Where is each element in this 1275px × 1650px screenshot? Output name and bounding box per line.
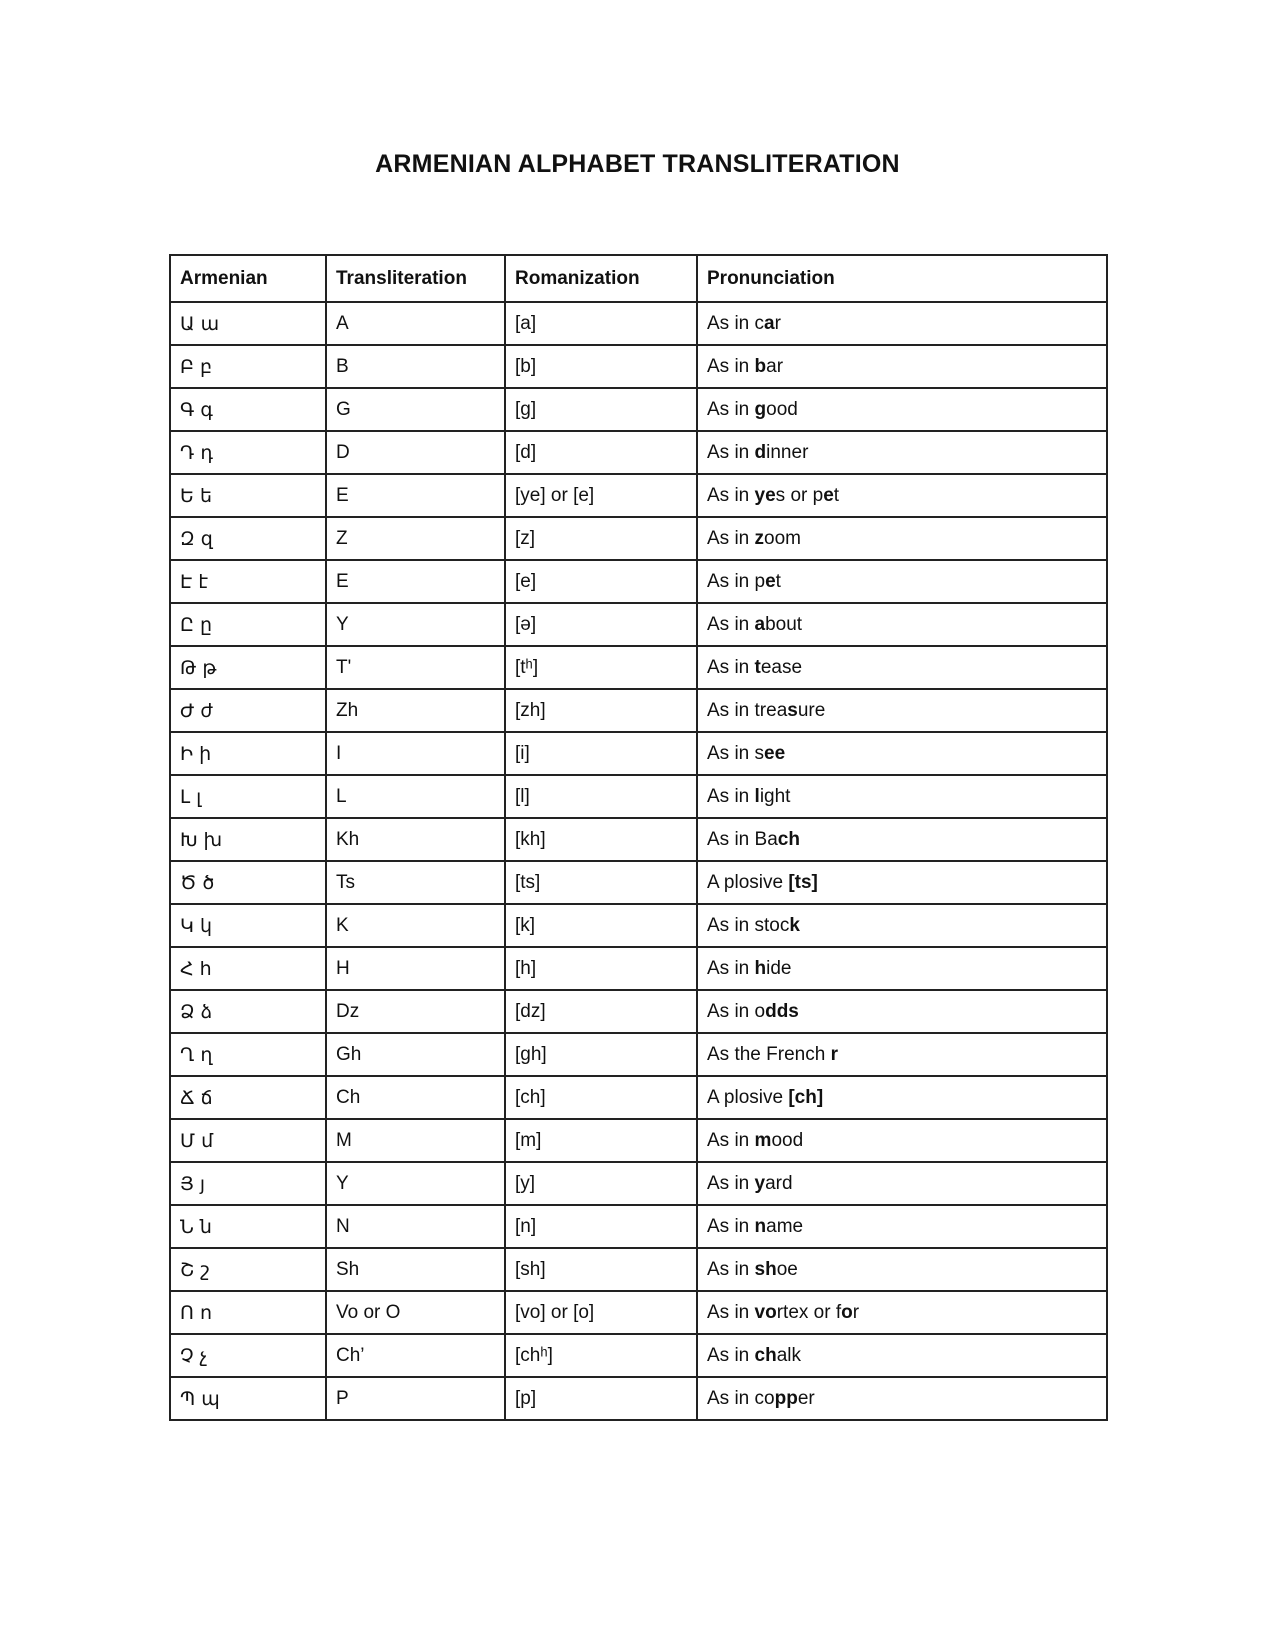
armenian-cell: Ղ ղ (170, 1033, 326, 1076)
pronunciation-highlight: [ch] (788, 1086, 824, 1108)
pronunciation-text: er (797, 1387, 815, 1409)
pronunciation-cell (697, 1162, 1107, 1205)
table-row (170, 1119, 1107, 1162)
romanization-cell: [ye] or [e] (505, 474, 697, 517)
romanization-cell: [b] (505, 345, 697, 388)
pronunciation-text: ood (771, 1129, 804, 1151)
pronunciation-text: ide (766, 957, 792, 979)
transliteration-cell: I (326, 732, 505, 775)
armenian-cell: Ճ ճ (170, 1076, 326, 1119)
pronunciation-text: As in s (707, 742, 765, 764)
pronunciation-text: As in (707, 355, 755, 377)
table-row (170, 388, 1107, 431)
pronunciation-text: r (774, 312, 781, 334)
pronunciation-text: As in (707, 527, 755, 549)
transliteration-cell: K (326, 904, 505, 947)
pronunciation-text: r (852, 1301, 860, 1323)
romanization-cell: [z] (505, 517, 697, 560)
armenian-cell: Ձ ձ (170, 990, 326, 1033)
transliteration-cell: Z (326, 517, 505, 560)
table-row (170, 646, 1107, 689)
pronunciation-highlight: sh (754, 1258, 777, 1280)
pronunciation-highlight: l (754, 785, 760, 807)
romanization-cell: [ts] (505, 861, 697, 904)
pronunciation-highlight: o (841, 1301, 853, 1323)
transliteration-cell: G (326, 388, 505, 431)
pronunciation-cell (697, 732, 1107, 775)
transliteration-cell: H (326, 947, 505, 990)
pronunciation-highlight: t (754, 656, 761, 678)
romanization-cell: [chʰ] (505, 1334, 697, 1377)
pronunciation-cell (697, 1076, 1107, 1119)
pronunciation-cell (697, 990, 1107, 1033)
transliteration-cell: A (326, 302, 505, 345)
transliteration-cell: Y (326, 1162, 505, 1205)
header-pronunciation: Pronunciation (697, 255, 1107, 302)
table-row (170, 302, 1107, 345)
pronunciation-cell (697, 1119, 1107, 1162)
pronunciation-cell (697, 560, 1107, 603)
pronunciation-highlight: n (754, 1215, 767, 1237)
romanization-cell: [i] (505, 732, 697, 775)
romanization-cell: [h] (505, 947, 697, 990)
table-row (170, 904, 1107, 947)
romanization-cell: [tʰ] (505, 646, 697, 689)
header-romanization: Romanization (505, 255, 697, 302)
transliteration-cell: Dz (326, 990, 505, 1033)
pronunciation-text: ard (765, 1172, 793, 1194)
transliteration-cell: Vo or O (326, 1291, 505, 1334)
pronunciation-text: As in (707, 1129, 755, 1151)
armenian-cell: Գ գ (170, 388, 326, 431)
armenian-cell: Ժ ժ (170, 689, 326, 732)
pronunciation-highlight: dds (765, 1000, 799, 1022)
armenian-cell: Ե ե (170, 474, 326, 517)
pronunciation-text: ease (760, 656, 803, 678)
pronunciation-text: A plosive (707, 1086, 789, 1108)
pronunciation-text: As in (707, 398, 755, 420)
romanization-cell: [ə] (505, 603, 697, 646)
transliteration-cell: E (326, 474, 505, 517)
romanization-cell: [e] (505, 560, 697, 603)
pronunciation-highlight: h (754, 957, 767, 979)
romanization-cell: [a] (505, 302, 697, 345)
transliteration-cell: Zh (326, 689, 505, 732)
table-row (170, 947, 1107, 990)
pronunciation-text: t (775, 570, 781, 592)
pronunciation-text: As in o (707, 1000, 766, 1022)
transliteration-cell: Ch’ (326, 1334, 505, 1377)
pronunciation-cell (697, 302, 1107, 345)
romanization-cell: [d] (505, 431, 697, 474)
pronunciation-text: As in (707, 957, 755, 979)
romanization-cell: [sh] (505, 1248, 697, 1291)
armenian-cell: Շ շ (170, 1248, 326, 1291)
transliteration-cell: Ts (326, 861, 505, 904)
romanization-cell: [n] (505, 1205, 697, 1248)
pronunciation-text: As in Ba (707, 828, 778, 850)
pronunciation-text: As in (707, 1258, 755, 1280)
pronunciation-text: As in c (707, 312, 765, 334)
pronunciation-cell (697, 1248, 1107, 1291)
pronunciation-text: rtex or f (776, 1301, 842, 1323)
armenian-cell: Բ բ (170, 345, 326, 388)
romanization-cell: [m] (505, 1119, 697, 1162)
armenian-cell: Ծ ծ (170, 861, 326, 904)
transliteration-cell: T' (326, 646, 505, 689)
pronunciation-highlight: e (765, 570, 776, 592)
transliteration-cell: E (326, 560, 505, 603)
pronunciation-cell (697, 1334, 1107, 1377)
table-row (170, 603, 1107, 646)
armenian-cell: Ն ն (170, 1205, 326, 1248)
armenian-cell: Չ չ (170, 1334, 326, 1377)
pronunciation-text: As in (707, 1301, 755, 1323)
transliteration-cell: N (326, 1205, 505, 1248)
pronunciation-text: ar (766, 355, 784, 377)
pronunciation-text: As in p (707, 570, 766, 592)
pronunciation-cell (697, 1377, 1107, 1420)
table-row (170, 474, 1107, 517)
pronunciation-text: A plosive (707, 871, 789, 893)
romanization-cell: [dz] (505, 990, 697, 1033)
alphabet-table (169, 254, 1108, 1421)
armenian-cell: Ի ի (170, 732, 326, 775)
pronunciation-highlight: y (754, 1172, 766, 1194)
page-title: ARMENIAN ALPHABET TRANSLITERATION (375, 150, 900, 178)
transliteration-cell: Gh (326, 1033, 505, 1076)
transliteration-cell: B (326, 345, 505, 388)
pronunciation-text: ight (759, 785, 791, 807)
armenian-cell: Դ դ (170, 431, 326, 474)
table-row (170, 689, 1107, 732)
pronunciation-highlight: a (764, 312, 775, 334)
armenian-cell: Ա ա (170, 302, 326, 345)
pronunciation-highlight: r (830, 1043, 838, 1065)
table-row (170, 1033, 1107, 1076)
pronunciation-cell (697, 689, 1107, 732)
pronunciation-text: As the French (707, 1043, 831, 1065)
transliteration-cell: D (326, 431, 505, 474)
pronunciation-text: As in trea (707, 699, 788, 721)
armenian-cell: Մ մ (170, 1119, 326, 1162)
pronunciation-cell (697, 431, 1107, 474)
pronunciation-cell (697, 818, 1107, 861)
table-row (170, 517, 1107, 560)
table-row (170, 861, 1107, 904)
pronunciation-highlight: [ts] (788, 871, 818, 893)
armenian-cell: Պ պ (170, 1377, 326, 1420)
pronunciation-highlight: s (787, 699, 798, 721)
pronunciation-text: inner (766, 441, 809, 463)
pronunciation-cell (697, 603, 1107, 646)
pronunciation-highlight: ch (777, 828, 800, 850)
table-row (170, 431, 1107, 474)
pronunciation-text: As in (707, 613, 755, 635)
transliteration-cell: Kh (326, 818, 505, 861)
table-row (170, 775, 1107, 818)
pronunciation-highlight: z (754, 527, 765, 549)
transliteration-cell: P (326, 1377, 505, 1420)
pronunciation-cell (697, 1291, 1107, 1334)
table-body (170, 302, 1107, 1420)
pronunciation-cell (697, 904, 1107, 947)
table-row (170, 1162, 1107, 1205)
romanization-cell: [g] (505, 388, 697, 431)
pronunciation-cell (697, 388, 1107, 431)
transliteration-cell: L (326, 775, 505, 818)
pronunciation-text: As in (707, 1344, 755, 1366)
transliteration-cell: Y (326, 603, 505, 646)
romanization-cell: [p] (505, 1377, 697, 1420)
romanization-cell: [vo] or [o] (505, 1291, 697, 1334)
pronunciation-text: As in stoc (707, 914, 790, 936)
armenian-cell: Լ լ (170, 775, 326, 818)
pronunciation-cell (697, 947, 1107, 990)
romanization-cell: [k] (505, 904, 697, 947)
pronunciation-cell (697, 517, 1107, 560)
pronunciation-text: As in (707, 484, 755, 506)
armenian-cell: Զ զ (170, 517, 326, 560)
armenian-cell: Խ խ (170, 818, 326, 861)
pronunciation-highlight: d (754, 441, 767, 463)
table-row (170, 1248, 1107, 1291)
table-row (170, 990, 1107, 1033)
pronunciation-cell (697, 646, 1107, 689)
pronunciation-text: As in (707, 1172, 755, 1194)
pronunciation-text: ood (766, 398, 798, 420)
romanization-cell: [kh] (505, 818, 697, 861)
transliteration-cell: Sh (326, 1248, 505, 1291)
armenian-cell: Յ յ (170, 1162, 326, 1205)
pronunciation-highlight: ch (754, 1344, 777, 1366)
romanization-cell: [zh] (505, 689, 697, 732)
armenian-cell: Ը ը (170, 603, 326, 646)
romanization-cell: [y] (505, 1162, 697, 1205)
pronunciation-text: alk (776, 1344, 802, 1366)
romanization-cell: [gh] (505, 1033, 697, 1076)
pronunciation-text: As in co (707, 1387, 775, 1409)
pronunciation-highlight: k (789, 914, 800, 936)
pronunciation-highlight: m (754, 1129, 772, 1151)
pronunciation-highlight: a (754, 613, 766, 635)
table-header-row (170, 255, 1107, 302)
pronunciation-cell (697, 345, 1107, 388)
pronunciation-highlight: e (823, 484, 834, 506)
pronunciation-text: oe (776, 1258, 798, 1280)
pronunciation-text: t (833, 484, 840, 506)
pronunciation-text: As in (707, 441, 755, 463)
table-row (170, 1291, 1107, 1334)
armenian-cell: Է է (170, 560, 326, 603)
table-row (170, 818, 1107, 861)
armenian-cell: Ո ո (170, 1291, 326, 1334)
pronunciation-cell (697, 1205, 1107, 1248)
header-armenian: Armenian (170, 255, 326, 302)
pronunciation-highlight: b (754, 355, 767, 377)
pronunciation-highlight: vo (754, 1301, 777, 1323)
pronunciation-highlight: ee (764, 742, 786, 764)
pronunciation-text: As in (707, 785, 755, 807)
table-row (170, 345, 1107, 388)
pronunciation-cell (697, 861, 1107, 904)
pronunciation-text: ure (797, 699, 826, 721)
pronunciation-cell (697, 1033, 1107, 1076)
pronunciation-text: bout (765, 613, 803, 635)
table-row (170, 1076, 1107, 1119)
pronunciation-text: As in (707, 656, 755, 678)
header-transliteration: Transliteration (326, 255, 505, 302)
armenian-cell: Թ թ (170, 646, 326, 689)
pronunciation-highlight: ye (754, 484, 776, 506)
pronunciation-highlight: g (754, 398, 767, 420)
romanization-cell: [l] (505, 775, 697, 818)
table-row (170, 1334, 1107, 1377)
pronunciation-text: ame (766, 1215, 804, 1237)
pronunciation-cell (697, 474, 1107, 517)
romanization-cell: [ch] (505, 1076, 697, 1119)
table-row (170, 1205, 1107, 1248)
armenian-cell: Հ հ (170, 947, 326, 990)
table-row (170, 732, 1107, 775)
table-row (170, 560, 1107, 603)
pronunciation-text: s or p (775, 484, 824, 506)
armenian-cell: Կ կ (170, 904, 326, 947)
pronunciation-text: oom (764, 527, 801, 549)
pronunciation-highlight: pp (774, 1387, 798, 1409)
transliteration-cell: M (326, 1119, 505, 1162)
pronunciation-cell (697, 775, 1107, 818)
table-row (170, 1377, 1107, 1420)
transliteration-cell: Ch (326, 1076, 505, 1119)
pronunciation-text: As in (707, 1215, 755, 1237)
